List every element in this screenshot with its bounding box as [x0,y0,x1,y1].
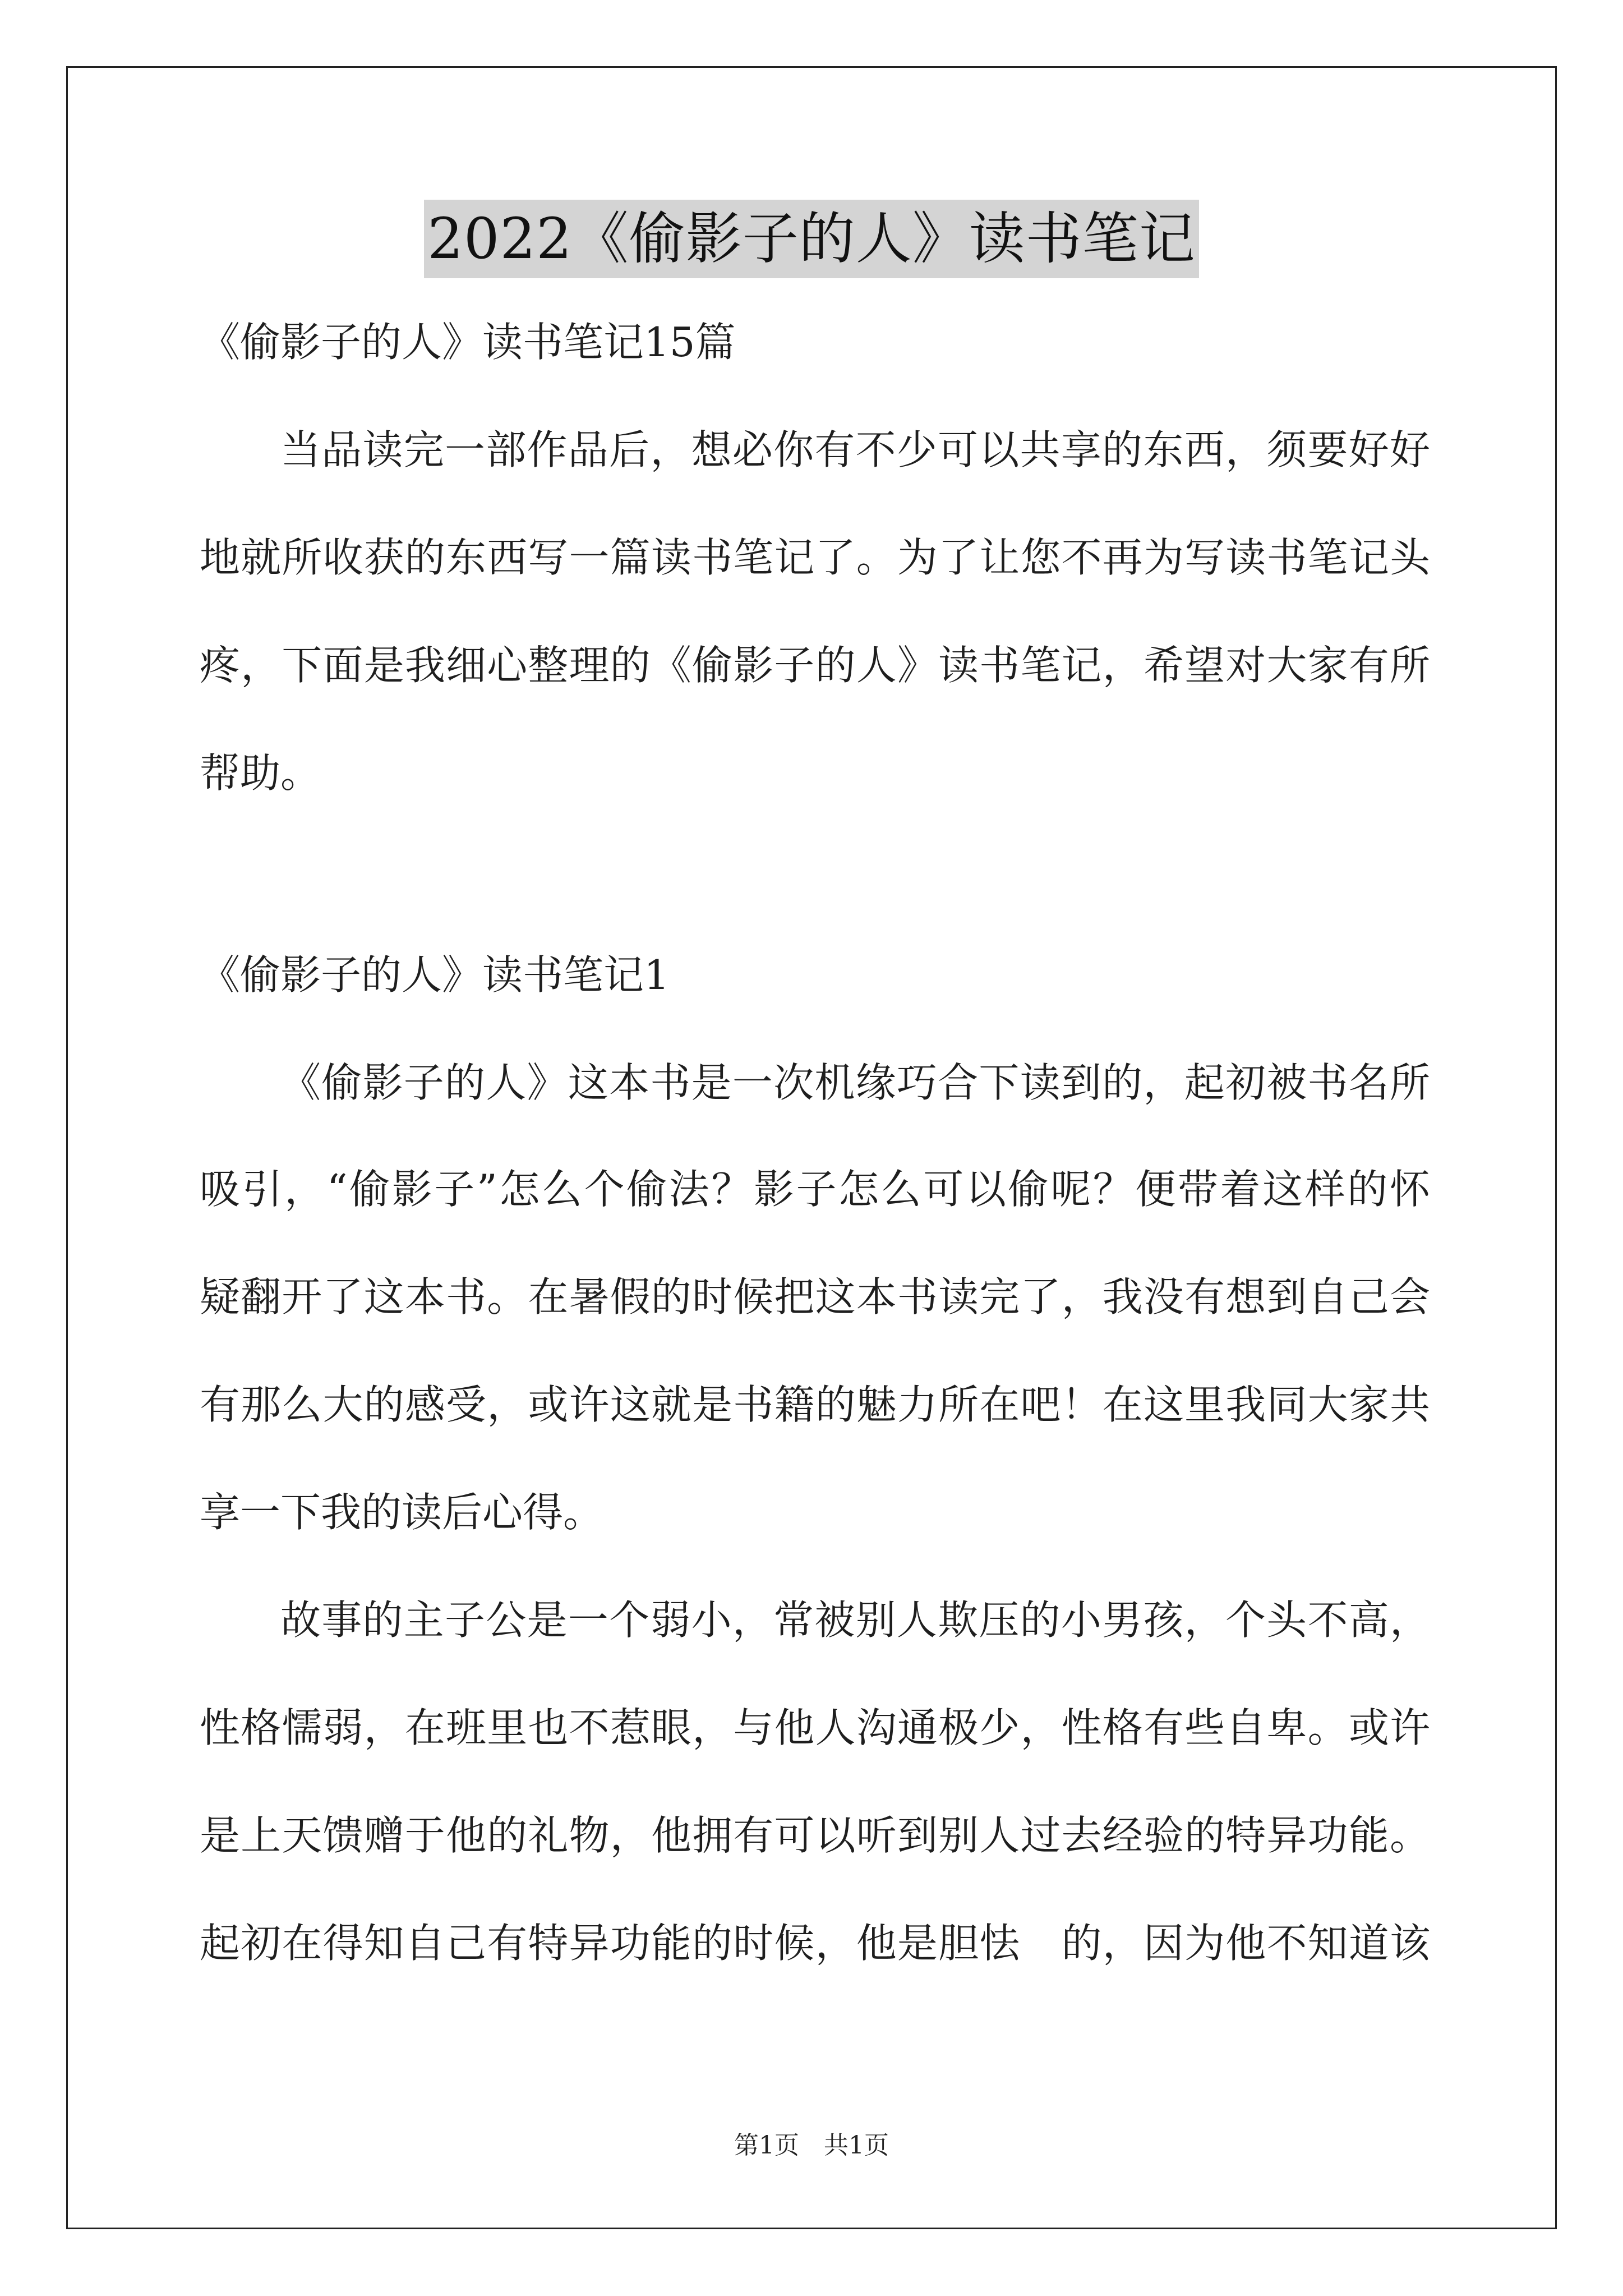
para1-line-1: 《偷影子的人》这本书是一次机缘巧合下读到的，起初被书名所 [280,1059,1430,1106]
page-footer: 第1页 共1页 [734,2131,889,2160]
para2-line-4: 起初在得知自己有特异功能的时候，他是胆怯 的，因为他不知道该 [200,1920,1430,1967]
para1-line-4: 有那么大的感受，或许这就是书籍的魅力所在吧！在这里我同大家共 [200,1381,1430,1428]
para2-line-3: 是上天馈赠于他的礼物，他拥有可以听到别人过去经验的特异功能。 [200,1812,1430,1859]
para2-line-1: 故事的主子公是一个弱小，常被别人欺压的小男孩，个头不高， [280,1596,1430,1644]
intro-line-4: 帮助。 [200,749,321,797]
section-heading: 《偷影子的人》读书笔记1 [200,951,670,999]
intro-line-1: 当品读完一部作品后，想必你有不少可以共享的东西，须要好好 [280,426,1430,473]
document-title: 2022《偷影子的人》读书笔记 [424,200,1199,278]
para1-line-2: 吸引，“偷影子”怎么个偷法？影子怎么可以偷呢？便带着这样的怀 [200,1166,1430,1213]
intro-line-3: 疼，下面是我细心整理的《偷影子的人》读书笔记，希望对大家有所 [200,642,1430,689]
para2-line-2: 性格懦弱，在班里也不惹眼，与他人沟通极少，性格有些自卑。或许 [200,1704,1430,1751]
para1-line-3: 疑翻开了这本书。在暑假的时候把这本书读完了，我没有想到自己会 [200,1273,1430,1320]
title-container [0,200,1623,278]
intro-line-2: 地就所收获的东西写一篇读书笔记了。为了让您不再为写读书笔记头 [200,534,1430,581]
page-border [66,66,1557,2229]
document-subtitle: 《偷影子的人》读书笔记15篇 [200,319,736,366]
para1-line-5: 享一下我的读后心得。 [200,1489,604,1536]
